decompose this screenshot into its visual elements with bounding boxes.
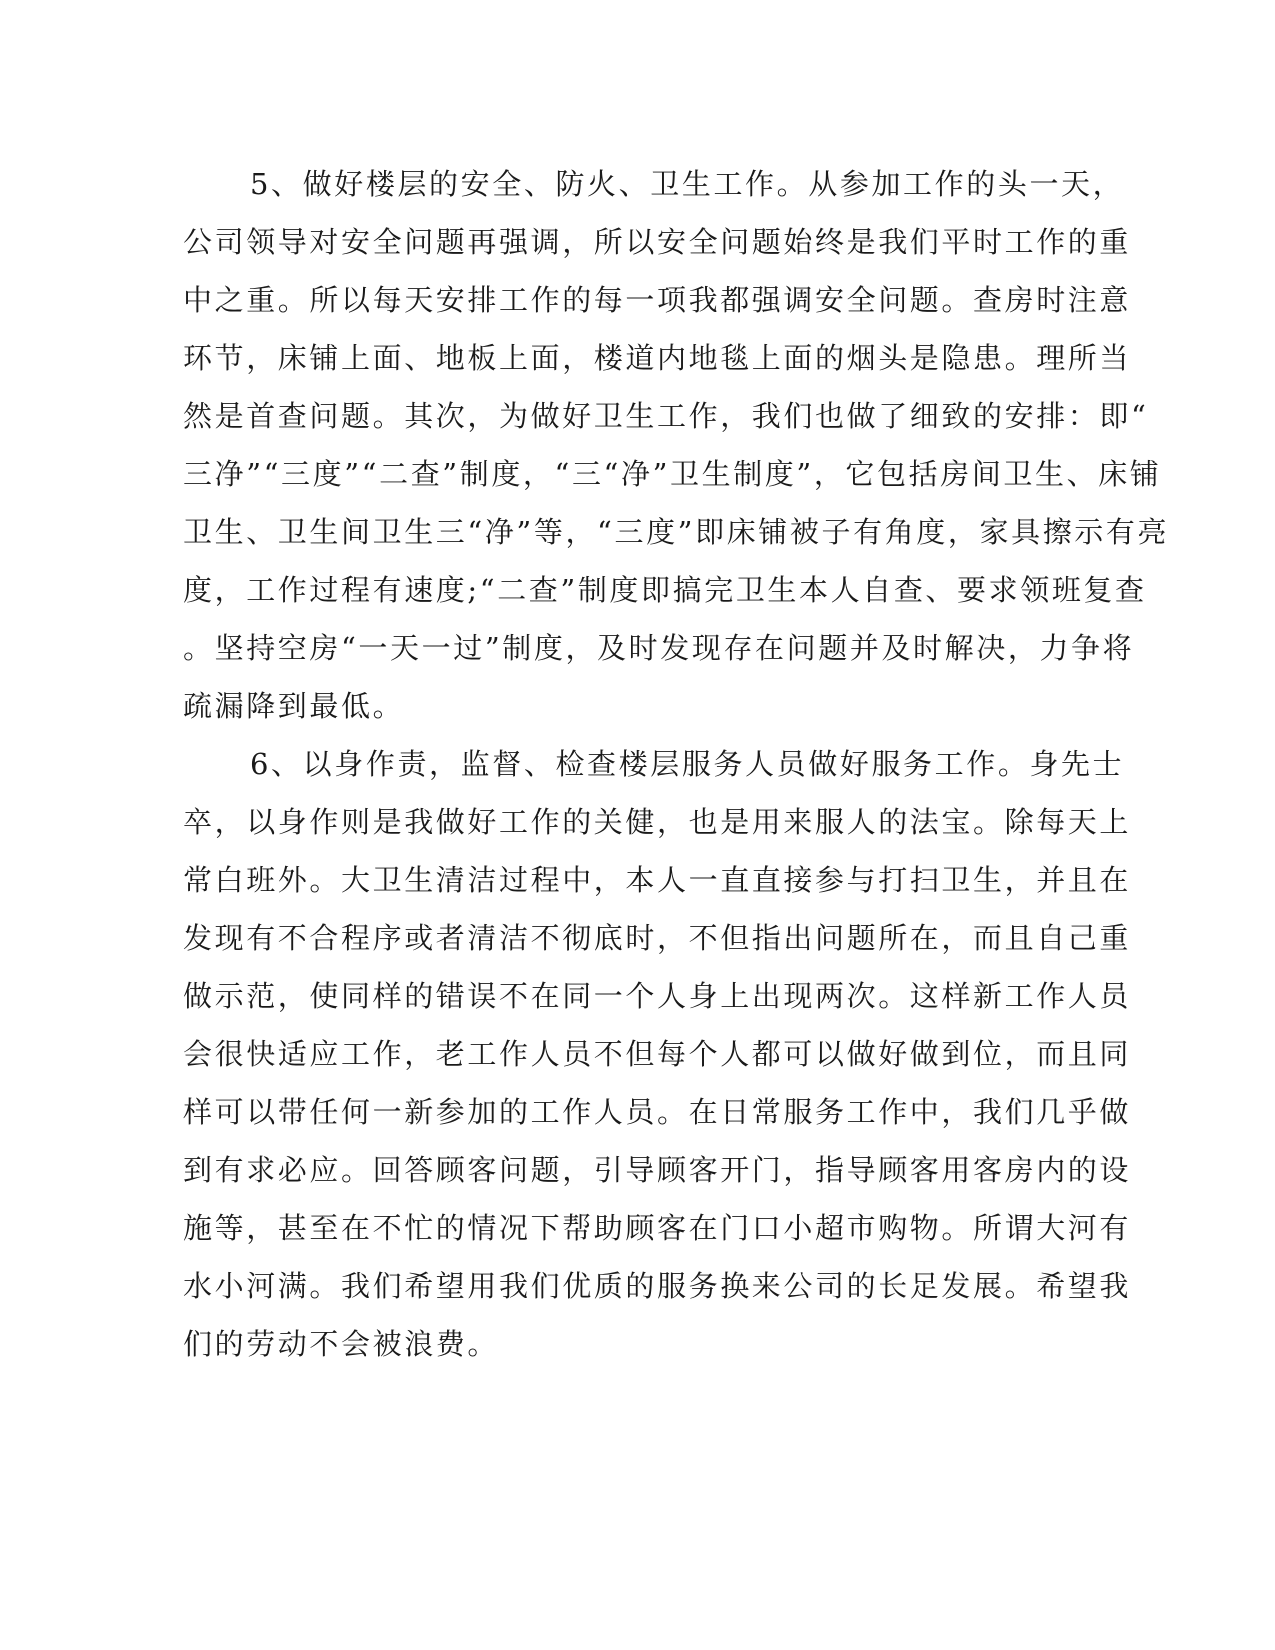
paragraph-line: 6、以身作责，监督、检查楼层服务人员做好服务工作。身先士 [250,747,1125,781]
paragraph-line: 卫生、卫生间卫生三“净”等，“三度”即床铺被子有角度，家具擦示有亮 [183,515,1170,549]
paragraph-line: 环节，床铺上面、地板上面，楼道内地毯上面的烟头是隐患。理所当 [183,341,1132,375]
paragraph-line: 常白班外。大卫生清洁过程中，本人一直直接参与打扫卫生，并且在 [183,863,1132,897]
paragraph-line: 三净”“三度”“二查”制度，“三“净”卫生制度”，它包括房间卫生、床铺 [183,457,1162,491]
paragraph-line: 卒，以身作则是我做好工作的关健，也是用来服人的法宝。除每天上 [183,805,1132,839]
paragraph-line: 。坚持空房“一天一过”制度，及时发现存在问题并及时解决，力争将 [183,631,1135,665]
paragraph-line: 中之重。所以每天安排工作的每一项我都强调安全问题。查房时注意 [183,283,1132,317]
paragraph-line: 会很快适应工作，老工作人员不但每个人都可以做好做到位，而且同 [183,1037,1132,1071]
paragraph-line: 公司领导对安全问题再强调，所以安全问题始终是我们平时工作的重 [183,225,1132,259]
paragraph-line: 到有求必应。回答顾客问题，引导顾客开门，指导顾客用客房内的设 [183,1153,1132,1187]
paragraph-line: 5、做好楼层的安全、防火、卫生工作。从参加工作的头一天， [250,167,1125,201]
paragraph-line: 度，工作过程有速度;“二查”制度即搞完卫生本人自查、要求领班复查 [183,573,1147,607]
paragraph-line: 样可以带任何一新参加的工作人员。在日常服务工作中，我们几乎做 [183,1095,1132,1129]
paragraph-line: 施等，甚至在不忙的情况下帮助顾客在门口小超市购物。所谓大河有 [183,1211,1132,1245]
paragraph-line: 然是首查问题。其次，为做好卫生工作，我们也做了细致的安排：即“ [183,399,1149,433]
paragraph-line: 水小河满。我们希望用我们优质的服务换来公司的长足发展。希望我 [183,1269,1132,1303]
paragraph-line: 们的劳动不会被浪费。 [183,1327,500,1361]
paragraph-line: 发现有不合程序或者清洁不彻底时，不但指出问题所在，而且自己重 [183,921,1132,955]
paragraph-line: 做示范，使同样的错误不在同一个人身上出现两次。这样新工作人员 [183,979,1132,1013]
paragraph-line: 疏漏降到最低。 [183,689,405,723]
